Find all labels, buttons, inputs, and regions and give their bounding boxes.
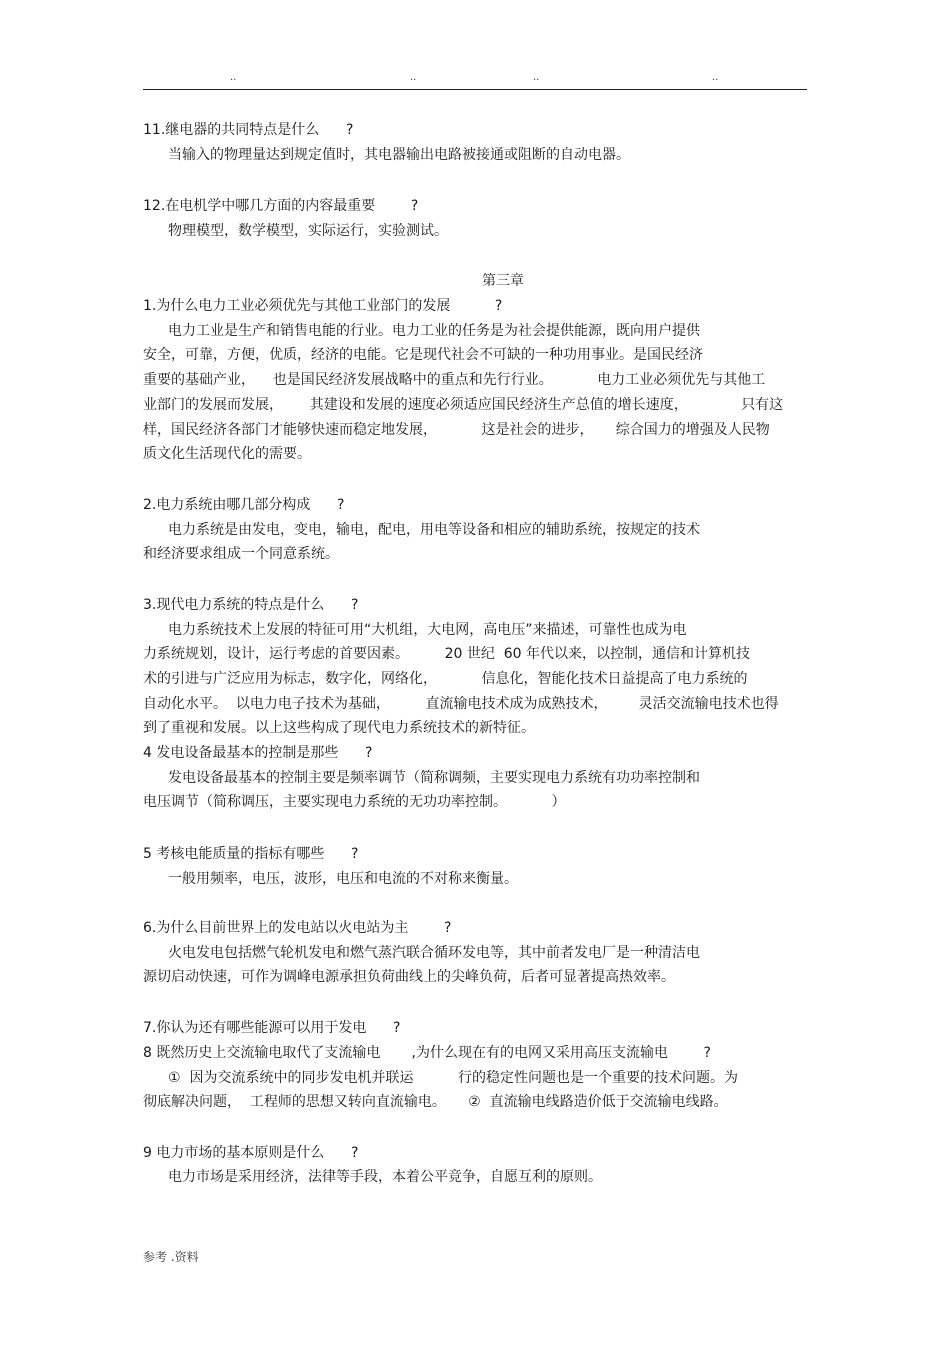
text-line: 一般用频率，电压，波形，电压和电流的不对称来衡量。	[168, 871, 518, 887]
text-line: 业部门的发展而发展， 其建设和发展的速度必须适应国民经济生产总值的增长速度， 只有这	[143, 397, 784, 413]
header-dot-3: ..	[533, 72, 540, 83]
question-line: 2.电力系统由哪几部分构成 ?	[143, 497, 345, 513]
text-line: 电力系统技术上发展的特征可用“大机组，大电网，高电压”来描述，可靠性也成为电	[168, 622, 687, 638]
text-line: 自动化水平。 以电力电子技术为基础， 直流输电技术成为成熟技术， 灵活交流输电技术也得	[143, 696, 779, 712]
question-line: 3.现代电力系统的特点是什么 ?	[143, 597, 359, 613]
text-line: 4 发电设备最基本的控制是那些 ?	[143, 745, 373, 761]
text-line: 重要的基础产业， 也是国民经济发展战略中的重点和先行行业。 电力工业必须优先与其他工	[143, 372, 766, 388]
text-line: 电力系统是由发电，变电，输电，配电，用电等设备和相应的辅助系统，按规定的技术	[168, 522, 700, 538]
header-dot-1: ..	[230, 72, 237, 83]
text-line: 发电设备最基本的控制主要是频率调节（简称调频，主要实现电力系统有功功率控制和	[168, 770, 700, 786]
question-line: 1.为什么电力工业必须优先与其他工业部门的发展 ?	[143, 298, 503, 314]
text-line: 和经济要求组成一个同意系统。	[143, 546, 339, 562]
text-line: 源切启动快速，可作为调峰电源承担负荷曲线上的尖峰负荷，后者可显著提高热效率。	[143, 969, 675, 985]
text-line: 电压调节（简称调压，主要实现电力系统的无功功率控制。 ）	[143, 794, 566, 810]
page-header-dots	[0, 72, 950, 88]
text-line: 火电发电包括燃气轮机发电和燃气蒸汽联合循环发电等，其中前者发电厂是一种清洁电	[168, 945, 700, 961]
header-rule	[143, 89, 807, 90]
question-line: 7.你认为还有哪些能源可以用于发电 ?	[143, 1020, 401, 1036]
text-line: 8 既然历史上交流输电取代了支流输电 ,为什么现在有的电网又采用高压支流输电 ?	[143, 1045, 711, 1061]
text-line: ① 因为交流系统中的同步发电机并联运 行的稳定性问题也是一个重要的技术问题。为	[168, 1070, 738, 1086]
text-line: 力系统规划，设计，运行考虑的首要因素。 20 世纪 60 年代以来，以控制，通信和计算机技	[143, 646, 751, 662]
text-line: 样，国民经济各部门才能够快速而稳定地发展， 这是社会的进步， 综合国力的增强及人民物	[143, 422, 770, 438]
page-footer: 参考 .资料	[143, 1250, 199, 1264]
text-line: 彻底解决问题， 工程师的思想又转向直流输电。 ② 直流输电线路造价低于交流输电线路。	[143, 1094, 728, 1110]
question-line: 6.为什么目前世界上的发电站以火电站为主 ?	[143, 920, 452, 936]
question-line: 12.在电机学中哪几方面的内容最重要 ?	[143, 198, 419, 214]
header-dot-4: ..	[712, 72, 719, 83]
question-line: 11.继电器的共同特点是什么 ?	[143, 122, 354, 138]
text-line: 电力市场是采用经济，法律等手段，本着公平竞争，自愿互利的原则。	[168, 1169, 602, 1185]
text-line: 当输入的物理量达到规定值时，其电器输出电路被接通或阻断的自动电器。	[168, 147, 630, 163]
text-line: 5 考核电能质量的指标有哪些 ?	[143, 846, 359, 862]
text-line: 质文化生活现代化的需要。	[143, 446, 311, 462]
chapter-heading: 第三章	[482, 273, 524, 289]
text-line: 9 电力市场的基本原则是什么 ?	[143, 1145, 359, 1161]
header-dot-2: ..	[410, 72, 417, 83]
text-line: 术的引进与广泛应用为标志，数字化，网络化， 信息化，智能化技术日益提高了电力系统的	[143, 671, 748, 687]
text-line: 到了重视和发展。以上这些构成了现代电力系统技术的新特征。	[143, 720, 535, 736]
text-line: 安全，可靠，方便，优质，经济的电能。它是现代社会不可缺的一种功用事业。是国民经济	[143, 347, 703, 363]
text-line: 电力工业是生产和销售电能的行业。电力工业的任务是为社会提供能源，既向用户提供	[168, 323, 700, 339]
text-line: 物理模型，数学模型，实际运行，实验测试。	[168, 223, 448, 239]
